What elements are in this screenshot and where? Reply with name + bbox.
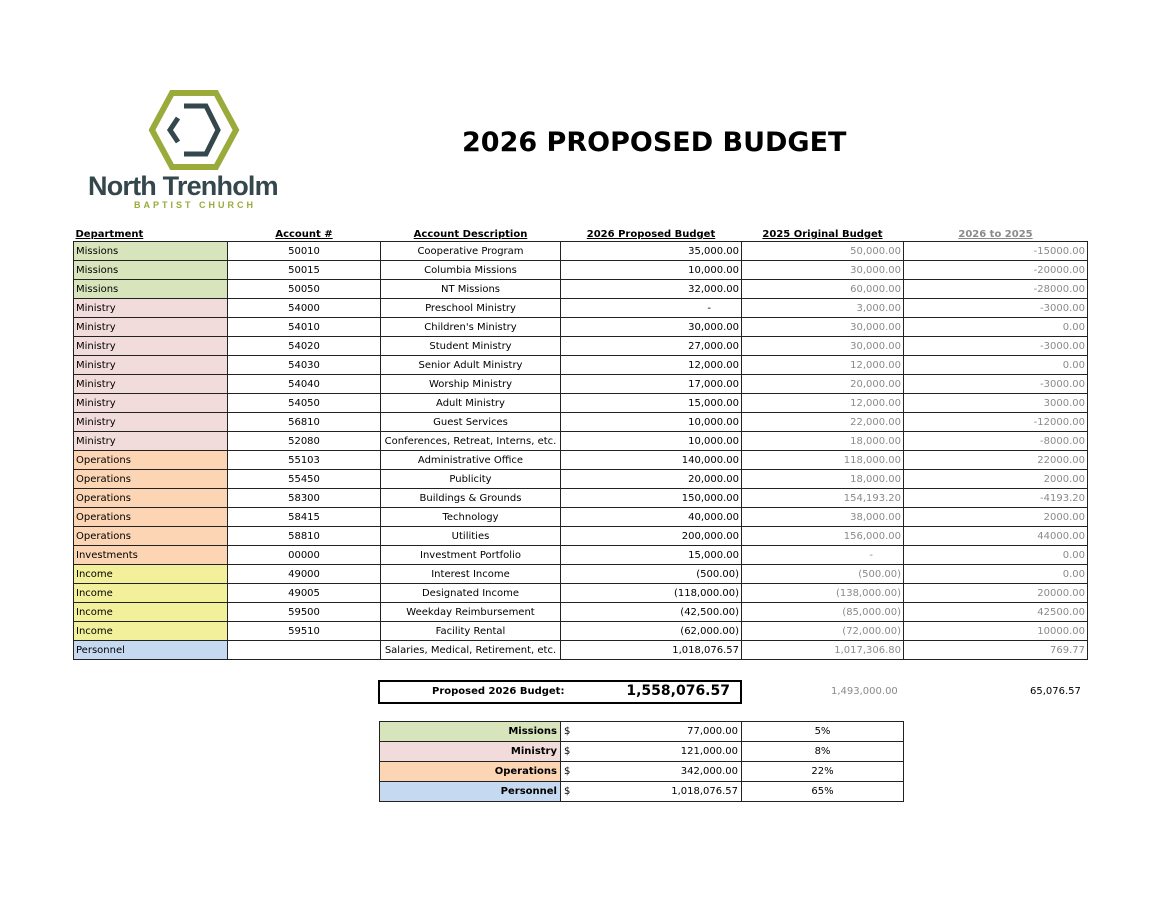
description-cell: Children's Ministry xyxy=(381,318,561,337)
description-cell: Administrative Office xyxy=(381,451,561,470)
table-row xyxy=(74,242,1088,261)
header-2026-budget: 2026 Proposed Budget xyxy=(586,229,716,240)
proposed-2026-cell: 200,000.00 xyxy=(561,527,742,546)
total-original: 1,493,000.00 xyxy=(831,686,898,697)
proposed-2026-cell: 150,000.00 xyxy=(561,489,742,508)
department-cell: Personnel xyxy=(74,641,228,660)
logo-name: North Trenholm xyxy=(88,171,278,201)
breakdown-row xyxy=(380,722,904,742)
budget-table xyxy=(73,228,1088,660)
difference-cell: -15000.00 xyxy=(904,242,1088,261)
description-cell: Utilities xyxy=(381,527,561,546)
description-cell: Cooperative Program xyxy=(381,242,561,261)
account-cell: 50010 xyxy=(228,242,381,261)
department-cell: Missions xyxy=(74,280,228,299)
table-row xyxy=(74,641,1088,660)
difference-cell: -28000.00 xyxy=(904,280,1088,299)
difference-cell: -4193.20 xyxy=(904,489,1088,508)
table-row xyxy=(74,337,1088,356)
currency-symbol: $ xyxy=(564,746,571,757)
proposed-2026-cell: - xyxy=(561,299,742,318)
department-cell: Ministry xyxy=(74,432,228,451)
table-row xyxy=(74,375,1088,394)
description-cell: Adult Ministry xyxy=(381,394,561,413)
table-row xyxy=(74,451,1088,470)
account-cell: 54010 xyxy=(228,318,381,337)
account-cell: 49000 xyxy=(228,565,381,584)
proposed-2026-cell: 10,000.00 xyxy=(561,413,742,432)
difference-cell: 0.00 xyxy=(904,356,1088,375)
proposed-2026-cell: 15,000.00 xyxy=(561,394,742,413)
breakdown-percent: 65% xyxy=(742,782,904,802)
breakdown-amount-cell xyxy=(561,782,742,802)
breakdown-amount: 342,000.00 xyxy=(680,766,738,777)
description-cell: Student Ministry xyxy=(381,337,561,356)
header-account: Account # xyxy=(275,229,333,240)
currency-symbol: $ xyxy=(564,766,571,777)
description-cell: Buildings & Grounds xyxy=(381,489,561,508)
department-cell: Ministry xyxy=(74,394,228,413)
description-cell: Publicity xyxy=(381,470,561,489)
total-label: Proposed 2026 Budget: xyxy=(432,686,565,697)
department-cell: Investments xyxy=(74,546,228,565)
table-row xyxy=(74,318,1088,337)
description-cell: Guest Services xyxy=(381,413,561,432)
original-2025-cell: - xyxy=(742,546,904,565)
original-2025-cell: 12,000.00 xyxy=(742,356,904,375)
breakdown-percent: 8% xyxy=(742,742,904,762)
department-cell: Ministry xyxy=(74,413,228,432)
breakdown-amount: 121,000.00 xyxy=(680,746,738,757)
difference-cell: 20000.00 xyxy=(904,584,1088,603)
proposed-2026-cell: 40,000.00 xyxy=(561,508,742,527)
original-2025-cell: 30,000.00 xyxy=(742,318,904,337)
account-cell: 59500 xyxy=(228,603,381,622)
proposed-2026-cell: 30,000.00 xyxy=(561,318,742,337)
description-cell: Columbia Missions xyxy=(381,261,561,280)
table-row xyxy=(74,432,1088,451)
department-cell: Ministry xyxy=(74,356,228,375)
department-cell: Operations xyxy=(74,508,228,527)
original-2025-cell: (85,000.00) xyxy=(742,603,904,622)
proposed-2026-cell: 12,000.00 xyxy=(561,356,742,375)
account-cell: 50050 xyxy=(228,280,381,299)
breakdown-row xyxy=(380,782,904,802)
original-2025-cell: 3,000.00 xyxy=(742,299,904,318)
original-2025-cell: 12,000.00 xyxy=(742,394,904,413)
table-row xyxy=(74,622,1088,641)
table-row xyxy=(74,546,1088,565)
currency-symbol: $ xyxy=(564,726,571,737)
difference-cell: -3000.00 xyxy=(904,299,1088,318)
difference-cell: 22000.00 xyxy=(904,451,1088,470)
proposed-2026-cell: 20,000.00 xyxy=(561,470,742,489)
page-title: 2026 PROPOSED BUDGET xyxy=(462,127,847,158)
table-row xyxy=(74,356,1088,375)
total-value: 1,558,076.57 xyxy=(626,683,730,699)
proposed-2026-cell: (118,000.00) xyxy=(561,584,742,603)
difference-cell: -8000.00 xyxy=(904,432,1088,451)
proposed-2026-cell: 15,000.00 xyxy=(561,546,742,565)
breakdown-label: Missions xyxy=(380,722,561,742)
proposed-2026-cell: 1,018,076.57 xyxy=(561,641,742,660)
account-cell: 58415 xyxy=(228,508,381,527)
difference-cell: 3000.00 xyxy=(904,394,1088,413)
department-cell: Operations xyxy=(74,451,228,470)
account-cell: 54020 xyxy=(228,337,381,356)
description-cell: Facility Rental xyxy=(381,622,561,641)
table-row xyxy=(74,394,1088,413)
difference-cell: 0.00 xyxy=(904,318,1088,337)
account-cell: 59510 xyxy=(228,622,381,641)
proposed-2026-cell: 27,000.00 xyxy=(561,337,742,356)
proposed-2026-cell: 32,000.00 xyxy=(561,280,742,299)
table-row xyxy=(74,508,1088,527)
department-cell: Ministry xyxy=(74,299,228,318)
account-cell: 54000 xyxy=(228,299,381,318)
breakdown-amount-cell xyxy=(561,762,742,782)
description-cell: Designated Income xyxy=(381,584,561,603)
category-breakdown-table xyxy=(379,721,904,802)
breakdown-label: Ministry xyxy=(380,742,561,762)
proposed-2026-cell: 10,000.00 xyxy=(561,432,742,451)
table-row xyxy=(74,261,1088,280)
department-cell: Income xyxy=(74,565,228,584)
total-difference: 65,076.57 xyxy=(1030,686,1081,697)
description-cell: Conferences, Retreat, Interns, etc. xyxy=(381,432,561,451)
description-cell: NT Missions xyxy=(381,280,561,299)
difference-cell: 10000.00 xyxy=(904,622,1088,641)
difference-cell: 769.77 xyxy=(904,641,1088,660)
description-cell: Investment Portfolio xyxy=(381,546,561,565)
breakdown-label: Operations xyxy=(380,762,561,782)
header-difference: 2026 to 2025 xyxy=(958,229,1033,240)
difference-cell: 44000.00 xyxy=(904,527,1088,546)
department-cell: Missions xyxy=(74,261,228,280)
breakdown-amount-cell xyxy=(561,722,742,742)
difference-cell: -12000.00 xyxy=(904,413,1088,432)
difference-cell: 0.00 xyxy=(904,546,1088,565)
original-2025-cell: 18,000.00 xyxy=(742,432,904,451)
description-cell: Interest Income xyxy=(381,565,561,584)
table-row xyxy=(74,527,1088,546)
original-2025-cell: 50,000.00 xyxy=(742,242,904,261)
table-row xyxy=(74,413,1088,432)
original-2025-cell: 60,000.00 xyxy=(742,280,904,299)
department-cell: Income xyxy=(74,584,228,603)
account-cell: 58300 xyxy=(228,489,381,508)
original-2025-cell: 154,193.20 xyxy=(742,489,904,508)
difference-cell: 0.00 xyxy=(904,565,1088,584)
account-cell: 55450 xyxy=(228,470,381,489)
description-cell: Worship Ministry xyxy=(381,375,561,394)
difference-cell: 42500.00 xyxy=(904,603,1088,622)
account-cell: 54050 xyxy=(228,394,381,413)
breakdown-label: Personnel xyxy=(380,782,561,802)
proposed-2026-cell: (42,500.00) xyxy=(561,603,742,622)
difference-cell: 2000.00 xyxy=(904,470,1088,489)
description-cell: Weekday Reimbursement xyxy=(381,603,561,622)
original-2025-cell: 18,000.00 xyxy=(742,470,904,489)
original-2025-cell: 30,000.00 xyxy=(742,261,904,280)
proposed-2026-cell: (500.00) xyxy=(561,565,742,584)
table-row xyxy=(74,470,1088,489)
original-2025-cell: 156,000.00 xyxy=(742,527,904,546)
description-cell: Senior Adult Ministry xyxy=(381,356,561,375)
table-row xyxy=(74,489,1088,508)
department-cell: Operations xyxy=(74,527,228,546)
difference-cell: -3000.00 xyxy=(904,375,1088,394)
proposed-2026-cell: 17,000.00 xyxy=(561,375,742,394)
original-2025-cell: 1,017,306.80 xyxy=(742,641,904,660)
breakdown-row xyxy=(380,762,904,782)
description-cell: Preschool Ministry xyxy=(381,299,561,318)
department-cell: Operations xyxy=(74,489,228,508)
department-cell: Income xyxy=(74,622,228,641)
account-cell: 00000 xyxy=(228,546,381,565)
proposed-2026-cell: (62,000.00) xyxy=(561,622,742,641)
department-cell: Missions xyxy=(74,242,228,261)
currency-symbol: $ xyxy=(564,786,571,797)
header-description: Account Description xyxy=(413,229,528,240)
original-2025-cell: (138,000.00) xyxy=(742,584,904,603)
table-row xyxy=(74,280,1088,299)
table-row xyxy=(74,565,1088,584)
original-2025-cell: (500.00) xyxy=(742,565,904,584)
table-row xyxy=(74,584,1088,603)
proposed-2026-cell: 35,000.00 xyxy=(561,242,742,261)
account-cell: 52080 xyxy=(228,432,381,451)
breakdown-amount: 77,000.00 xyxy=(687,726,738,737)
header-department: Department xyxy=(75,229,144,240)
account-cell: 50015 xyxy=(228,261,381,280)
proposed-2026-cell: 140,000.00 xyxy=(561,451,742,470)
account-cell: 54040 xyxy=(228,375,381,394)
account-cell: 54030 xyxy=(228,356,381,375)
proposed-2026-cell: 10,000.00 xyxy=(561,261,742,280)
header-2025-budget: 2025 Original Budget xyxy=(762,229,883,240)
department-cell: Ministry xyxy=(74,337,228,356)
difference-cell: -3000.00 xyxy=(904,337,1088,356)
breakdown-amount-cell xyxy=(561,742,742,762)
original-2025-cell: (72,000.00) xyxy=(742,622,904,641)
table-row xyxy=(74,603,1088,622)
original-2025-cell: 118,000.00 xyxy=(742,451,904,470)
breakdown-percent: 5% xyxy=(742,722,904,742)
total-budget-box xyxy=(378,680,742,704)
table-header-row xyxy=(74,228,1088,242)
breakdown-row xyxy=(380,742,904,762)
original-2025-cell: 30,000.00 xyxy=(742,337,904,356)
logo-subtitle: BAPTIST CHURCH xyxy=(134,200,256,210)
hexagon-logo-icon xyxy=(88,88,303,173)
description-cell: Salaries, Medical, Retirement, etc. xyxy=(381,641,561,660)
original-2025-cell: 38,000.00 xyxy=(742,508,904,527)
account-cell xyxy=(228,641,381,660)
table-row xyxy=(74,299,1088,318)
description-cell: Technology xyxy=(381,508,561,527)
department-cell: Ministry xyxy=(74,375,228,394)
account-cell: 56810 xyxy=(228,413,381,432)
original-2025-cell: 22,000.00 xyxy=(742,413,904,432)
difference-cell: 2000.00 xyxy=(904,508,1088,527)
breakdown-amount: 1,018,076.57 xyxy=(671,786,738,797)
account-cell: 55103 xyxy=(228,451,381,470)
difference-cell: -20000.00 xyxy=(904,261,1088,280)
breakdown-percent: 22% xyxy=(742,762,904,782)
department-cell: Operations xyxy=(74,470,228,489)
department-cell: Income xyxy=(74,603,228,622)
original-2025-cell: 20,000.00 xyxy=(742,375,904,394)
account-cell: 49005 xyxy=(228,584,381,603)
account-cell: 58810 xyxy=(228,527,381,546)
church-logo xyxy=(88,88,303,213)
department-cell: Ministry xyxy=(74,318,228,337)
